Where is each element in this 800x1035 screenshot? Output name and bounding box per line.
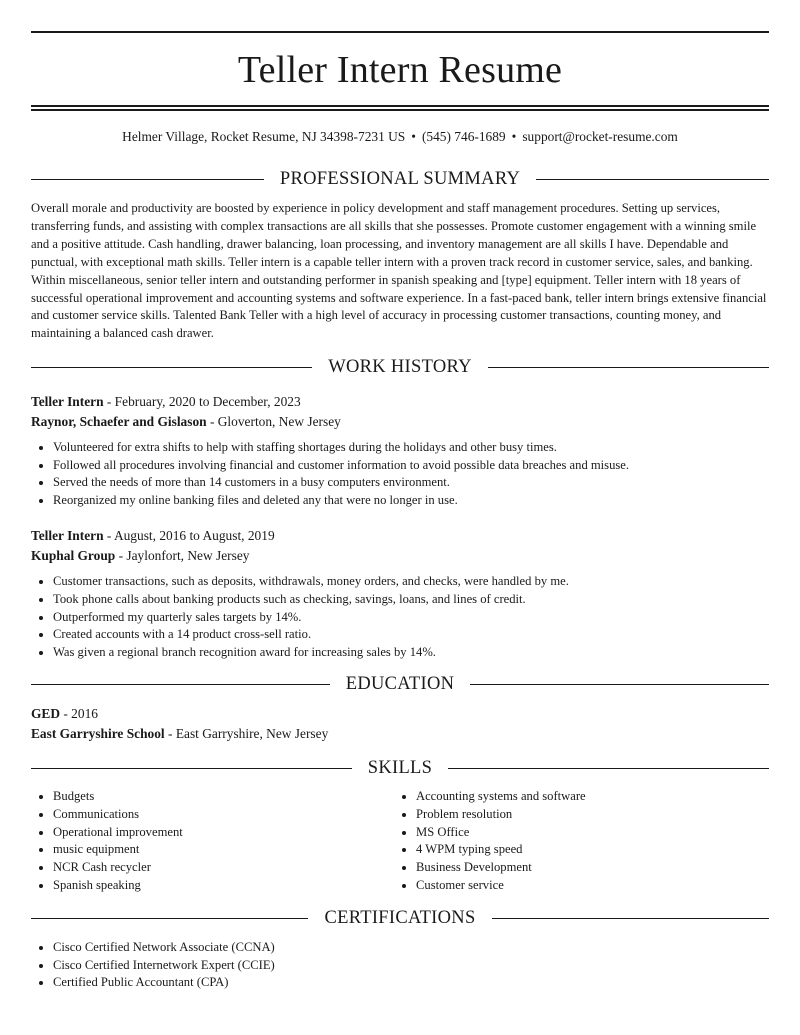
education-school: East Garryshire School bbox=[31, 726, 165, 742]
skill-item: • Communications bbox=[53, 806, 394, 824]
skill-item: • Operational improvement bbox=[53, 824, 394, 842]
skill-item: • Accounting systems and software bbox=[416, 788, 757, 806]
job-bullets bbox=[31, 439, 769, 510]
heading-rule-left bbox=[31, 918, 308, 919]
education-year: - 2016 bbox=[60, 706, 98, 722]
job-dates: - February, 2020 to December, 2023 bbox=[103, 393, 301, 409]
resume-title: Teller Intern Resume bbox=[237, 49, 563, 91]
job-location: - Gloverton, New Jersey bbox=[206, 413, 341, 429]
contact-separator: • bbox=[511, 129, 517, 144]
resume-page bbox=[31, 31, 769, 992]
heading-rule-right bbox=[536, 179, 769, 180]
job-company: Raynor, Schaefer and Gislason bbox=[31, 413, 207, 429]
education-school-line bbox=[31, 724, 769, 744]
education-degree-line bbox=[31, 704, 769, 724]
section-title-certifications: CERTIFICATIONS bbox=[324, 908, 476, 929]
job-bullet: • Customer transactions, such as deposits, withdrawals, money orders, and checks, were handled by me. bbox=[53, 573, 769, 591]
job-bullet: • Outperformed my quarterly sales targets by 14%. bbox=[53, 609, 769, 627]
heading-rule-left bbox=[31, 367, 312, 368]
skills-columns bbox=[31, 788, 769, 895]
contact-phone: (545) 746-1689 bbox=[421, 129, 506, 144]
education-degree: GED bbox=[31, 706, 61, 722]
section-title-skills: SKILLS bbox=[367, 757, 433, 778]
skill-item: • MS Office bbox=[416, 824, 757, 842]
skill-item: • Budgets bbox=[53, 788, 394, 806]
job-bullet: • Reorganized my online banking files and deleted any that were no longer in use. bbox=[53, 492, 769, 510]
certifications-list bbox=[31, 939, 769, 992]
section-heading-summary bbox=[31, 167, 769, 191]
certification-item: • Cisco Certified Internetwork Expert (CCIE) bbox=[53, 957, 769, 975]
certification-item: • Certified Public Accountant (CPA) bbox=[53, 974, 769, 992]
job-bullet: • Was given a regional branch recognition award for increasing sales by 14%. bbox=[53, 644, 769, 662]
section-heading-skills bbox=[31, 756, 769, 780]
education-location: - East Garryshire, New Jersey bbox=[164, 726, 329, 742]
job-title: Teller Intern bbox=[31, 393, 104, 409]
section-title-summary: PROFESSIONAL SUMMARY bbox=[279, 168, 521, 189]
section-heading-education bbox=[31, 672, 769, 696]
job-bullet: • Followed all procedures involving financial and customer information to avoid possible data breaches and misuse. bbox=[53, 457, 769, 475]
heading-rule-left bbox=[31, 179, 264, 180]
skills-right-column bbox=[394, 788, 757, 895]
job-location: - Jaylonfort, New Jersey bbox=[115, 548, 250, 564]
job-bullet: • Took phone calls about banking products such as checking, savings, loans, and lines of credit. bbox=[53, 591, 769, 609]
skill-item: • NCR Cash recycler bbox=[53, 859, 394, 877]
heading-rule-left bbox=[31, 684, 330, 685]
heading-rule-right bbox=[470, 684, 769, 685]
skill-item: • 4 WPM typing speed bbox=[416, 841, 757, 859]
section-heading-work bbox=[31, 356, 769, 380]
skill-item: • Customer service bbox=[416, 877, 757, 895]
skill-item: • music equipment bbox=[53, 841, 394, 859]
job-bullet: • Volunteered for extra shifts to help with staffing shortages during the holidays and other busy times. bbox=[53, 439, 769, 457]
job-bullet: • Created accounts with a 14 product cross-sell ratio. bbox=[53, 626, 769, 644]
summary-text: Overall morale and productivity are boosted by experience in policy development and staff management procedures. Setting up services, transferring funds, and assisting with complex transactions are all skills that she possesses. Promote customer engagement with a winning smile and a positive attitude. Cash handling, drawer balancing, loan processing, and inventory management are all skills I have. Dependable and punctual, with exceptional math skills. Teller intern is a capable teller intern with a proven track record in customer service, sales, and banking. Within miscellaneous, senior teller intern and outstanding performer in spanish speaking and [type] equipment. Teller intern with 18 years of successful operational improvement and accounting systems and software experience. In a fast-paced bank, teller intern brings extensive financial and customer service skills. Talented Bank Teller with a high level of accuracy in processing customer transactions, counting money, and maintaining a balanced cash drawer. bbox=[31, 201, 767, 341]
contact-line bbox=[31, 128, 769, 146]
heading-rule-right bbox=[492, 918, 769, 919]
job-company-line bbox=[31, 546, 769, 566]
contact-address: Helmer Village, Rocket Resume, NJ 34398-7231 US bbox=[122, 129, 406, 144]
job-company-line bbox=[31, 412, 769, 432]
contact-separator: • bbox=[411, 129, 416, 144]
section-title-work: WORK HISTORY bbox=[328, 357, 472, 378]
job-bullet: • Served the needs of more than 14 customers in a busy computers environment. bbox=[53, 474, 769, 492]
certification-item: • Cisco Certified Network Associate (CCNA) bbox=[53, 939, 769, 957]
heading-rule-right bbox=[448, 768, 769, 769]
section-heading-certifications bbox=[31, 907, 769, 931]
job-title-line bbox=[31, 526, 769, 546]
skill-item: • Business Development bbox=[416, 859, 757, 877]
skill-item: • Spanish speaking bbox=[53, 877, 394, 895]
job-entry bbox=[31, 526, 769, 662]
heading-rule-right bbox=[488, 367, 769, 368]
top-rule bbox=[31, 31, 769, 33]
heading-rule-left bbox=[31, 768, 352, 769]
skill-item: • Problem resolution bbox=[416, 806, 757, 824]
job-title-line bbox=[31, 392, 769, 412]
certification-bullets bbox=[31, 939, 769, 992]
contact-email: support@rocket-resume.com bbox=[522, 129, 678, 144]
job-entry bbox=[31, 392, 769, 510]
job-bullets bbox=[31, 573, 769, 662]
job-dates: - August, 2016 to August, 2019 bbox=[103, 528, 275, 544]
education-entry bbox=[31, 704, 769, 744]
skills-left-column bbox=[31, 788, 394, 895]
job-company: Kuphal Group bbox=[31, 548, 116, 564]
section-title-education: EDUCATION bbox=[345, 673, 455, 694]
job-title: Teller Intern bbox=[31, 528, 104, 544]
title-double-rule bbox=[31, 105, 769, 111]
